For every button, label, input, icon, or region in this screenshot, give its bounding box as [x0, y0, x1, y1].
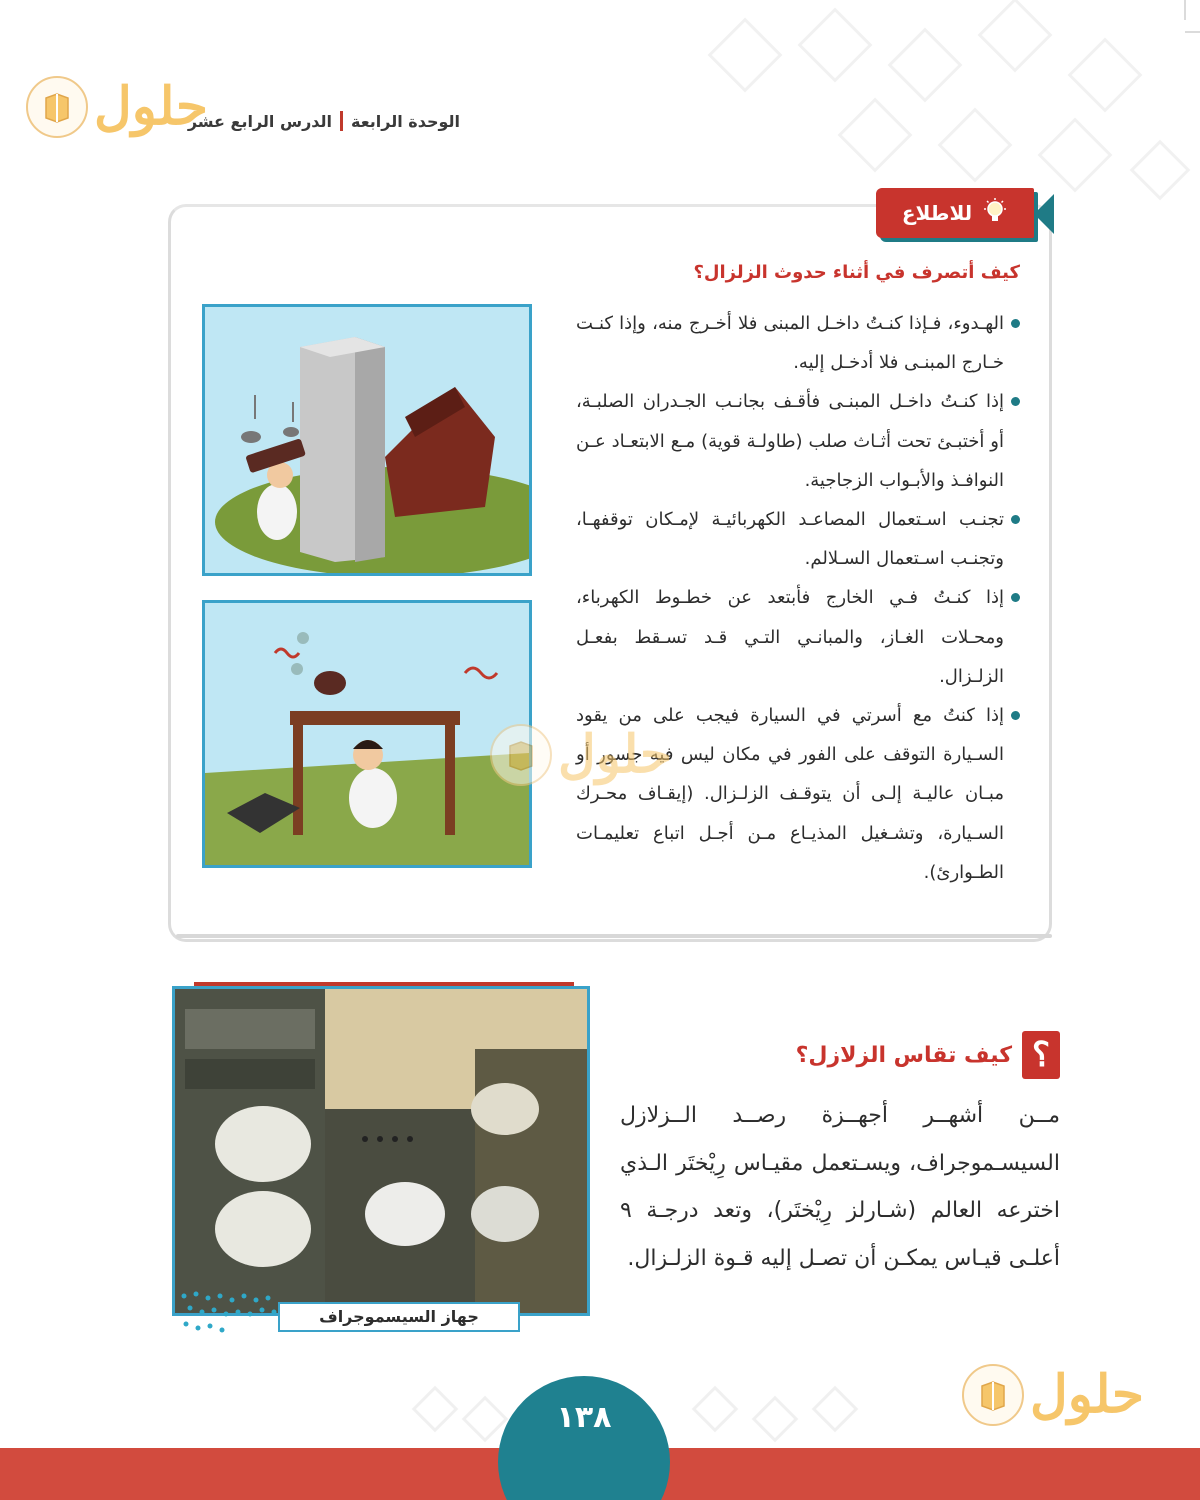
photo-caption: جهاز السيسموجراف — [278, 1302, 520, 1332]
page-number: ١٣٨ — [556, 1400, 612, 1435]
brand-logo-watermark — [490, 724, 672, 786]
list-item: إذا كنـتُ فـي الخارج فأبتعد عن خطـوط الكهرباء، ومحـلات الغـاز، والمبانـي التـي قـد تسـقط بفعـل الزلـزال. — [576, 578, 1022, 696]
illustration-table-shelter — [202, 600, 532, 868]
brand-wordmark: حلول — [558, 724, 673, 785]
info-tag — [872, 188, 1048, 242]
brand-wordmark: حلول — [1030, 1364, 1145, 1425]
info-box-bottom-rule — [176, 934, 1052, 938]
info-tag-ribbon — [876, 188, 1034, 238]
section-paragraph: مــن أشهــر أجهــزة رصــد الــزلازل السيسـموجراف، ويسـتعمل مقيـاس رِيْختَر الـذي اخترعه العالم (شـارلز رِيْختَر)، وتعد درجـة ٩ أعلـى قيـاس يمكـن أن تصـل إليه قـوة الزلـزال. — [620, 1103, 1060, 1271]
seismograph-photo — [172, 986, 590, 1316]
book-icon — [490, 724, 552, 786]
decorative-dots — [176, 1288, 286, 1338]
book-icon — [962, 1364, 1024, 1426]
unit-label: الوحدة الرابعة — [351, 111, 460, 131]
brand-wordmark: حلول — [94, 76, 209, 137]
section-title: كيف تقاس الزلازل؟ — [795, 1042, 1012, 1068]
section-heading — [760, 1030, 1060, 1080]
illustration-wall-shelter — [202, 304, 532, 576]
list-item: إذا كنتُ مع أسرتي في السيارة فيجب على من يقود السـيارة التوقف على الفور في مكان ليس فيه جسور أو مبـان عاليـة إلـى أن يتوقـف الزلـزال. (إيقـاف محـرك السـيارة، وتشـغيل المذيـاع مـن أجـل اتباع تعليمـات الطـوارئ). — [576, 696, 1022, 892]
list-item: تجنـب اسـتعمال المصاعـد الكهربائيـة لإمـكان توقفهـا، وتجنـب اسـتعمال السـلالم. — [576, 500, 1022, 578]
lightbulb-icon — [982, 198, 1008, 229]
brand-logo-bottom — [962, 1364, 1144, 1426]
info-tag-label: للاطلاع — [901, 201, 973, 225]
header-separator — [340, 111, 343, 131]
lesson-label: الدرس الرابع عشر — [187, 111, 333, 131]
safety-tips-list — [576, 304, 1022, 892]
info-box-title: كيف أتصرف في أثناء حدوث الزلزال؟ — [693, 262, 1020, 283]
book-icon — [26, 76, 88, 138]
info-tag-arrow — [1034, 194, 1054, 234]
question-mark-icon: ؟ — [1022, 1031, 1060, 1079]
list-item: إذا كنـتُ داخـل المبنـى فأقـف بجانـب الجـدران الصلبـة، أو أختبـئ تحت أثـاث صلب (طاولـة قوية) مـع الابتعـاد عـن النوافـذ والأبـواب الزجاجية. — [576, 382, 1022, 500]
brand-logo-top — [26, 76, 208, 138]
list-item: الهـدوء، فـإذا كنـتُ داخـل المبنى فلا أخـرج منه، وإذا كنـت خـارج المبنـى فلا أدخـل إليه. — [576, 304, 1022, 382]
